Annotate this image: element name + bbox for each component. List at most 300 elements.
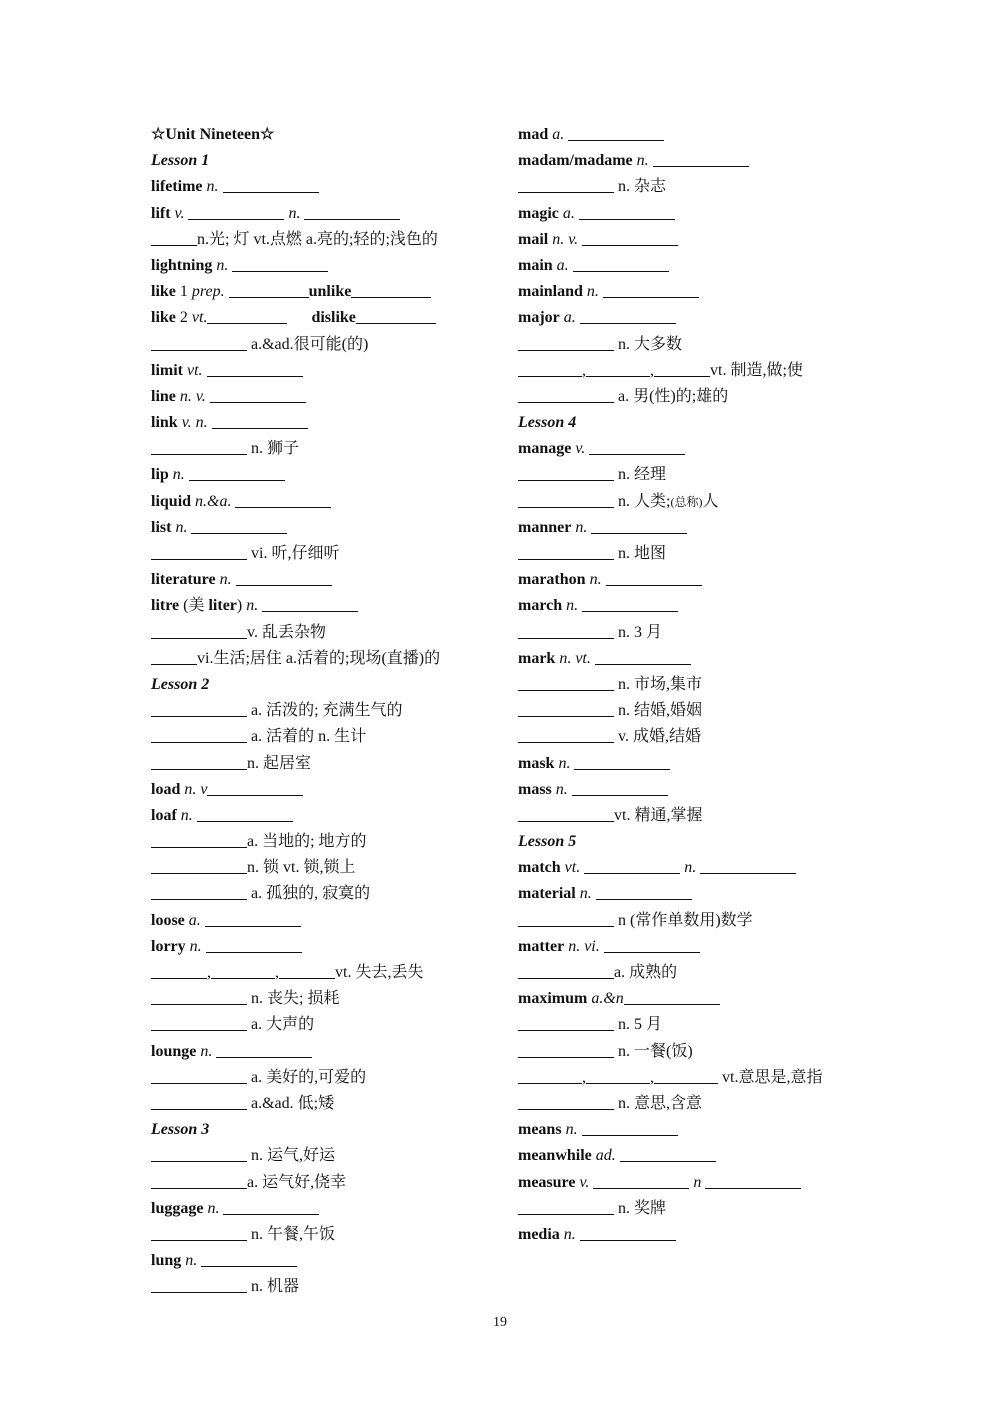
unit-title: ☆Unit Nineteen☆ xyxy=(151,126,275,143)
answer-blank[interactable] xyxy=(188,203,284,220)
entry-definition: n. 锁 vt. 锁,锁上 xyxy=(247,859,356,877)
entry-master xyxy=(518,803,878,829)
answer-blank[interactable] xyxy=(151,648,197,665)
entry-note: (美 xyxy=(183,597,205,615)
entry-living-room xyxy=(151,751,501,777)
answer-blank[interactable] xyxy=(573,255,669,272)
entry-definition-note: (总称) xyxy=(670,494,703,509)
answer-blank[interactable] xyxy=(151,726,247,743)
answer-blank[interactable] xyxy=(705,1172,801,1189)
entry-definition: n (常作单数用)数学 xyxy=(618,911,753,929)
answer-blank[interactable] xyxy=(212,412,308,429)
answer-blank[interactable] xyxy=(586,1067,650,1084)
answer-blank[interactable] xyxy=(151,962,207,979)
entry-meanwhile xyxy=(518,1143,878,1169)
entry-word: literature xyxy=(151,571,216,589)
entry-material xyxy=(518,881,878,907)
entry-matter xyxy=(518,934,878,960)
entry-magic xyxy=(518,201,878,227)
answer-blank[interactable] xyxy=(586,360,650,377)
entry-make xyxy=(518,358,878,384)
separator: , xyxy=(582,361,586,379)
entry-definition: a.&ad. 低;矮 xyxy=(251,1094,335,1112)
entry-word: lip xyxy=(151,466,169,484)
entry-litter xyxy=(151,620,501,646)
entry-definition: n. 杂志 xyxy=(618,178,667,196)
answer-blank[interactable] xyxy=(591,517,687,534)
entry-lose xyxy=(151,960,501,986)
entry-pos: n. vt. xyxy=(559,649,591,667)
entry-definition: n. 一餐(饭) xyxy=(618,1042,693,1060)
answer-blank[interactable] xyxy=(207,779,303,796)
entry-definition: v. 乱丢杂物 xyxy=(247,623,326,641)
entry-lung xyxy=(151,1248,501,1274)
entry-pos: a. xyxy=(562,204,575,222)
entry-definition: n. 起居室 xyxy=(247,754,312,772)
entry-pos: v. xyxy=(575,440,586,458)
entry-definition: a. 成熟的 xyxy=(614,964,678,981)
answer-blank[interactable] xyxy=(593,1172,689,1189)
entry-word: liquid xyxy=(151,492,192,510)
entry-pos: n. v xyxy=(184,780,208,798)
entry-word: luggage xyxy=(151,1199,204,1217)
entry-word: march xyxy=(518,597,563,615)
answer-blank[interactable] xyxy=(518,910,614,927)
entry-definition: vt.意思是,意指 xyxy=(722,1068,823,1086)
answer-blank[interactable] xyxy=(229,281,309,298)
entry-definition: n. 经理 xyxy=(618,466,667,484)
entry-map xyxy=(518,541,878,567)
entry-likely xyxy=(151,332,501,358)
entry-definition: a.&ad.很可能(的) xyxy=(251,335,369,353)
entry-liquid xyxy=(151,489,501,515)
answer-blank[interactable] xyxy=(568,124,664,141)
entry-definition: n. 5 月 xyxy=(618,1016,663,1034)
entry-definition: n. 地图 xyxy=(618,545,667,562)
entry-definition: n. 3 月 xyxy=(618,623,663,641)
answer-blank[interactable] xyxy=(216,1041,312,1058)
entry-word: mass xyxy=(518,780,552,798)
entry-limit xyxy=(151,358,501,384)
entry-definition-tail: 人 xyxy=(702,492,719,510)
entry-pos: n. xyxy=(185,1252,198,1270)
entry-mass xyxy=(518,777,878,803)
entry-pos: n.&a. xyxy=(195,492,232,510)
answer-blank[interactable] xyxy=(151,988,247,1005)
entry-loud xyxy=(151,1012,501,1038)
answer-blank[interactable] xyxy=(653,150,749,167)
entry-pos: n. xyxy=(563,1225,576,1243)
entry-market xyxy=(518,672,878,698)
entry-live xyxy=(151,646,501,672)
entry-light xyxy=(151,227,501,253)
answer-blank[interactable] xyxy=(589,438,685,455)
entry-lifetime xyxy=(151,174,501,200)
entry-word: marathon xyxy=(518,571,586,589)
answer-blank[interactable] xyxy=(151,700,247,717)
entry-pos: n. xyxy=(219,571,232,589)
answer-blank[interactable] xyxy=(518,674,614,691)
entry-pos: n xyxy=(693,1173,702,1191)
entry-word: like xyxy=(151,309,176,327)
entry-pos: vt. xyxy=(187,361,203,379)
entry-manner xyxy=(518,515,878,541)
answer-blank[interactable] xyxy=(572,779,668,796)
answer-blank[interactable] xyxy=(207,360,303,377)
answer-blank[interactable] xyxy=(582,1119,678,1136)
answer-blank[interactable] xyxy=(151,1145,247,1162)
lesson-3-heading: Lesson 3 xyxy=(151,1121,210,1139)
entry-definition: v. 成婚,结婚 xyxy=(618,728,701,746)
answer-blank[interactable] xyxy=(596,883,692,900)
answer-blank[interactable] xyxy=(580,1224,676,1241)
answer-blank[interactable] xyxy=(232,255,328,272)
answer-blank[interactable] xyxy=(206,936,302,953)
answer-blank[interactable] xyxy=(654,1067,718,1084)
entry-word: magic xyxy=(518,204,559,222)
answer-blank[interactable] xyxy=(518,464,614,481)
answer-blank[interactable] xyxy=(518,491,614,508)
separator: , xyxy=(275,964,279,981)
entry-magazine xyxy=(518,174,878,200)
entry-load xyxy=(151,777,501,803)
answer-blank[interactable] xyxy=(151,831,247,848)
entry-mainland xyxy=(518,279,878,305)
entry-pos: v. n. xyxy=(181,414,208,432)
entry-definition: n.光; 灯 vt.点燃 a.亮的;轻的;浅色的 xyxy=(197,230,438,248)
answer-blank[interactable] xyxy=(518,1067,582,1084)
answer-blank[interactable] xyxy=(151,883,247,900)
entry-definition: a. 孤独的, 寂寞的 xyxy=(251,885,371,903)
entry-word-dislike: dislike xyxy=(311,309,356,327)
entry-word: loose xyxy=(151,911,185,929)
entry-luggage xyxy=(151,1196,501,1222)
entry-definition: vi. 听,仔细听 xyxy=(251,545,340,562)
answer-blank[interactable] xyxy=(210,386,306,403)
entry-mean xyxy=(518,1065,878,1091)
answer-blank[interactable] xyxy=(620,1145,716,1162)
separator: , xyxy=(207,964,211,981)
entry-word: lounge xyxy=(151,1042,197,1060)
entry-like-1 xyxy=(151,279,501,305)
answer-blank[interactable] xyxy=(191,517,287,534)
answer-blank[interactable] xyxy=(518,726,614,743)
entry-word: mail xyxy=(518,230,549,248)
answer-blank[interactable] xyxy=(151,1014,247,1031)
entry-pos: prep. xyxy=(191,283,225,301)
entry-definition: a. 美好的,可爱的 xyxy=(251,1068,367,1086)
entry-word: link xyxy=(151,414,178,432)
answer-blank[interactable] xyxy=(235,491,331,508)
entry-mankind xyxy=(518,489,878,515)
entry-word-unlike: unlike xyxy=(308,283,352,301)
entry-pos: n. xyxy=(175,518,188,536)
entry-definition: a. 大声的 xyxy=(251,1016,315,1034)
entry-pos: n. xyxy=(216,256,229,274)
entry-word: manner xyxy=(518,518,572,536)
answer-blank[interactable] xyxy=(654,360,710,377)
page-number: 19 xyxy=(493,1315,507,1330)
entry-word: manage xyxy=(518,440,572,458)
answer-blank[interactable] xyxy=(518,700,614,717)
entry-word: mask xyxy=(518,754,555,772)
entry-word: litre xyxy=(151,597,180,615)
entry-living xyxy=(151,724,501,750)
entry-pos: a. xyxy=(552,126,565,143)
entry-pos: n. xyxy=(566,597,579,615)
entry-loose xyxy=(151,908,501,934)
entry-link xyxy=(151,410,501,436)
entry-luck xyxy=(151,1143,501,1169)
answer-blank[interactable] xyxy=(351,281,431,298)
answer-blank[interactable] xyxy=(197,805,293,822)
right-column xyxy=(518,122,878,1248)
entry-word: madam/madame xyxy=(518,152,633,170)
entry-literature xyxy=(151,567,501,593)
entry-definition: n. 午餐,午饭 xyxy=(251,1225,336,1243)
entry-word: match xyxy=(518,859,561,877)
entry-word: means xyxy=(518,1121,562,1139)
entry-pos: a. xyxy=(563,309,576,327)
entry-pos: a.&n xyxy=(591,990,624,1008)
entry-lively xyxy=(151,698,501,724)
entry-word: mainland xyxy=(518,283,583,301)
entry-major xyxy=(518,305,878,331)
entry-like-2 xyxy=(151,305,501,331)
answer-blank[interactable] xyxy=(584,857,680,874)
answer-blank[interactable] xyxy=(518,1093,614,1110)
entry-meal xyxy=(518,1039,878,1065)
entry-manager xyxy=(518,462,878,488)
entry-definition: n. 结婚,婚姻 xyxy=(618,702,703,720)
entry-word: material xyxy=(518,885,576,903)
entry-pos: n. xyxy=(189,937,202,955)
entry-marathon xyxy=(518,567,878,593)
answer-blank[interactable] xyxy=(236,569,332,586)
entry-pos: a. xyxy=(556,256,569,274)
entry-measure xyxy=(518,1170,878,1196)
answer-blank[interactable] xyxy=(151,1067,247,1084)
entry-pos: n. xyxy=(589,571,602,589)
lesson-1-heading: Lesson 1 xyxy=(151,152,210,170)
entry-marriage xyxy=(518,698,878,724)
entry-litre xyxy=(151,593,501,619)
lesson-2-heading: Lesson 2 xyxy=(151,675,210,693)
entry-definition: n. 狮子 xyxy=(251,440,300,458)
entry-lift xyxy=(151,201,501,227)
entry-lip xyxy=(151,462,501,488)
entry-definition: n. 运气,好运 xyxy=(251,1147,336,1165)
entry-pos: n. xyxy=(206,178,219,196)
entry-word: like xyxy=(151,283,176,301)
entry-pos: n. xyxy=(288,204,301,222)
answer-blank[interactable] xyxy=(582,229,678,246)
entry-pos: n. vi. xyxy=(568,937,600,955)
entry-pos: v. xyxy=(579,1173,590,1191)
entry-low xyxy=(151,1091,501,1117)
entry-match xyxy=(518,855,878,881)
lesson-5-heading: Lesson 5 xyxy=(518,833,577,851)
answer-blank[interactable] xyxy=(151,622,247,639)
answer-blank[interactable] xyxy=(151,753,247,770)
entry-definition: a. 活泼的; 充满生气的 xyxy=(251,702,403,720)
entry-definition: n. 市场,集市 xyxy=(618,675,703,693)
entry-number: 1 xyxy=(179,283,188,301)
entry-mark xyxy=(518,646,878,672)
entry-definition: n. 奖牌 xyxy=(618,1199,667,1217)
answer-blank[interactable] xyxy=(700,857,796,874)
entry-lonely xyxy=(151,881,501,907)
entry-madam xyxy=(518,148,878,174)
answer-blank[interactable] xyxy=(518,622,614,639)
entry-word: list xyxy=(151,518,172,536)
answer-blank[interactable] xyxy=(579,203,675,220)
entry-main xyxy=(518,253,878,279)
answer-blank[interactable] xyxy=(574,753,670,770)
entry-lunch xyxy=(151,1222,501,1248)
entry-pos: n. xyxy=(207,1199,220,1217)
answer-blank[interactable] xyxy=(151,438,247,455)
entry-mail xyxy=(518,227,878,253)
entry-definition: vt. 失去,丢失 xyxy=(335,964,424,981)
answer-blank[interactable] xyxy=(262,595,358,612)
entry-pos: n. xyxy=(579,885,592,903)
entry-word: mark xyxy=(518,649,556,667)
entry-word: lift xyxy=(151,204,171,222)
entry-definition: n. 机器 xyxy=(251,1278,300,1296)
answer-blank[interactable] xyxy=(151,1224,247,1241)
answer-blank[interactable] xyxy=(189,464,285,481)
entry-media xyxy=(518,1222,878,1248)
answer-blank[interactable] xyxy=(279,962,335,979)
answer-blank[interactable] xyxy=(207,307,287,324)
answer-blank[interactable] xyxy=(518,1014,614,1031)
entry-definition: a. 运气好,侥幸 xyxy=(247,1173,347,1191)
entry-word: meanwhile xyxy=(518,1147,592,1165)
entry-word: measure xyxy=(518,1173,576,1191)
entry-lovely xyxy=(151,1065,501,1091)
entry-lock xyxy=(151,855,501,881)
entry-lucky xyxy=(151,1170,501,1196)
entry-pos: ad. xyxy=(595,1147,616,1165)
lesson-4-heading: Lesson 4 xyxy=(518,414,577,432)
entry-pos: n. xyxy=(684,859,697,877)
answer-blank[interactable] xyxy=(518,334,614,351)
answer-blank[interactable] xyxy=(518,1041,614,1058)
answer-blank[interactable] xyxy=(356,307,436,324)
entry-word: mad xyxy=(518,126,549,143)
entry-march-month xyxy=(518,620,878,646)
entry-pos: n. xyxy=(575,518,588,536)
entry-pos: n. xyxy=(558,754,571,772)
answer-blank[interactable] xyxy=(603,281,699,298)
answer-blank[interactable] xyxy=(151,1172,247,1189)
answer-blank[interactable] xyxy=(151,334,247,351)
entry-pos: n. xyxy=(180,806,193,824)
answer-blank[interactable] xyxy=(151,1093,247,1110)
entry-definition: vt. 精通,掌握 xyxy=(614,806,703,824)
entry-word: line xyxy=(151,387,176,405)
answer-blank[interactable] xyxy=(582,595,678,612)
entry-pos: n. xyxy=(586,283,599,301)
separator: , xyxy=(582,1068,586,1086)
entry-definition: a. 男(性)的;雄的 xyxy=(618,387,729,405)
entry-pos: n. xyxy=(636,152,649,170)
entry-mask xyxy=(518,751,878,777)
entry-word: media xyxy=(518,1225,560,1243)
answer-blank[interactable] xyxy=(205,910,301,927)
entry-definition: n. 丧失; 损耗 xyxy=(251,990,340,1008)
answer-blank[interactable] xyxy=(518,805,614,822)
answer-blank[interactable] xyxy=(518,386,614,403)
entry-definition: n. 意思,含意 xyxy=(618,1094,703,1112)
answer-blank[interactable] xyxy=(151,857,247,874)
answer-blank[interactable] xyxy=(518,1198,614,1215)
entry-medal xyxy=(518,1196,878,1222)
answer-blank[interactable] xyxy=(518,176,614,193)
entry-word-us: liter xyxy=(208,597,237,615)
answer-blank[interactable] xyxy=(223,1198,319,1215)
entry-word: loaf xyxy=(151,806,177,824)
entry-machine xyxy=(151,1274,501,1300)
answer-blank[interactable] xyxy=(624,988,720,1005)
answer-blank[interactable] xyxy=(151,543,247,560)
entry-pos: n. xyxy=(246,597,259,615)
entry-pos: n. xyxy=(555,780,568,798)
answer-blank[interactable] xyxy=(151,229,197,246)
answer-blank[interactable] xyxy=(595,648,691,665)
answer-blank[interactable] xyxy=(201,1250,297,1267)
entry-definition: vi.生活;居住 a.活着的;现场(直播)的 xyxy=(197,649,441,667)
entry-number: 2 xyxy=(179,309,188,327)
separator: , xyxy=(650,361,654,379)
entry-march xyxy=(518,593,878,619)
entry-word: matter xyxy=(518,937,565,955)
entry-word: maximum xyxy=(518,990,588,1008)
entry-pos: n. v. xyxy=(179,387,206,405)
entry-definition: n. 大多数 xyxy=(618,335,683,353)
answer-blank[interactable] xyxy=(151,1276,247,1293)
entry-word: major xyxy=(518,309,560,327)
entry-maths xyxy=(518,908,878,934)
entry-local xyxy=(151,829,501,855)
entry-word: lightning xyxy=(151,256,213,274)
entry-pos: n. xyxy=(200,1042,213,1060)
entry-meaning xyxy=(518,1091,878,1117)
entry-marry xyxy=(518,724,878,750)
entry-may xyxy=(518,1012,878,1038)
entry-maximum xyxy=(518,986,878,1012)
answer-blank[interactable] xyxy=(518,543,614,560)
answer-blank[interactable] xyxy=(606,569,702,586)
entry-pos: n. v. xyxy=(552,230,579,248)
entry-definition: a. 活着的 n. 生计 xyxy=(251,728,367,746)
answer-blank[interactable] xyxy=(223,176,319,193)
answer-blank[interactable] xyxy=(518,360,582,377)
answer-blank[interactable] xyxy=(304,203,400,220)
entry-pos: a. xyxy=(188,911,201,929)
answer-blank[interactable] xyxy=(604,936,700,953)
entry-word: lifetime xyxy=(151,178,203,196)
answer-blank[interactable] xyxy=(580,307,676,324)
entry-note-close: ) xyxy=(236,597,243,615)
answer-blank[interactable] xyxy=(518,962,614,979)
answer-blank[interactable] xyxy=(211,962,275,979)
entry-word: limit xyxy=(151,361,183,379)
separator: , xyxy=(650,1068,654,1086)
entry-lion xyxy=(151,436,501,462)
entry-pos: vt. xyxy=(191,309,208,327)
